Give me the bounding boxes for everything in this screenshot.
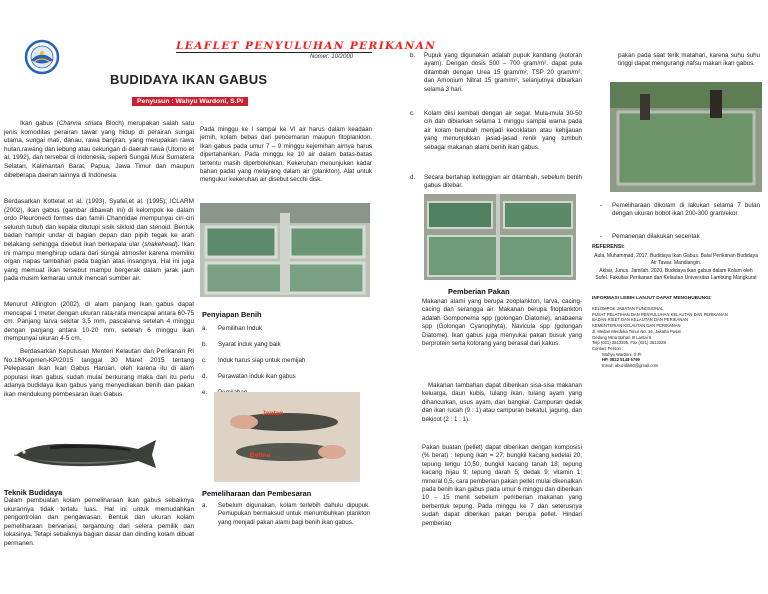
feeding-continuation: pakan pada saat terik matahari, karena suhu suhu tinggi dapat mengurangi nafsu makan ikan gabus. [618,52,760,68]
reference-2: Akbar, Junus. Jamilah. 2020. Budidaya ikan gabus dalam Kolam oleh Sufel. Fakultas Perikanan dan Kelautan Universitas Lambung Mangkurat [595,268,757,281]
bullet-dash: - [600,233,603,240]
intro-paragraph-2: Berdasarkan Kottelat et al. (1993), Syafei,et al. (1995); ICLARM (2002), ikan gabus (gambar dibawah ini) di kelompok ke dalam ordo Pleuronecti formes dan famili Channidae mempunyai ciri-ciri seluruh tubuh dan kepala ditutupi sisik sikloid dan stenoid. Bentuk badan hampir undar di bagian depan dan pipih tegak ke arah belakang sehingga disebut ikan berkepala ular (snakehead). Ikan ini mampu menghirup udara dari sungai atmosfer karena memiliki organ napas tambahan pada bagian atas insangnya. Hal ini juga yang memuat ikan tersebut mampu bergerak dalam jarak jauh pada musim kemarau untuk mencari sumber air. [4,198,195,283]
bullet-dash: - [600,202,603,209]
broodstock-photo [214,392,360,482]
panel-4 [588,0,768,594]
label-male: Jantan [262,410,284,417]
intro-paragraph-3: Menurut Allington (2002), di alam panjang ikan gabus dapat mencapai 1 meter dengan ukuran rata-rata mencapai antara 60-75 cm. Panjang larva sekitar 3,5 mm, pascalarva setelah 4 minggu dengan panjang antara 10-20 mm, setelah 6 minggu ikan mempunyai ukuran 4-5 cm. [4,301,194,343]
rearing-heading: Pemeliharaan dan Pembesaran [202,489,312,498]
panel-2 [196,0,376,594]
pond-photo-1 [200,203,370,297]
list-item: d. Perawatan induk ikan gabus [202,373,296,380]
list-item: b. Syarat induk yang baik [202,341,281,348]
intro-paragraph-1: Ikan gabus (Channa striata Bloch) merupakan salah satu jenis komoditas perairan tawar yang hidup di perairan sungai utama, sungai mati, danau, rawa banjiran, yang merupakan rawa hutan,rawang dan lebung atau cekungan di daerah rawa (Utomo et al, 1992), dan tersebar di Indonesia, seperti Sungai Musi Sumatera Selatan, Kalimantan Barat, Papua, Jawa Timur dan maupun dibeberapa daerah lainnya di Indonesia. [4,120,195,179]
water-quality-text: Pada minggu ke I sampai ke VI air harus dalam keadaan jernih, kolam bebas dari pencemaran maupun fitoplankton. Ikan gabus pada umur 7 – 9 minggu kejernihan airnya harus dipertahankan. Pada minggu ke 10 air dalam batas-batas tertentu masih diperbolehkan. Kekeruhan menunjukan kadar bahan padat yang melayang dalam air (plankton). Alat untuk mengukur kekeruhan air disebut secchi disk. [200,126,372,184]
rearing-item-a: a. Sebelum digunakan, kolam terlebih dahulu dipupuk. Pemupukan bermaksud untuk menumbuhkan plankton yang menjadi pakan alami bagi benih ikan gabus. [202,502,370,526]
list-item: e. [202,389,208,396]
panel-3 [408,0,588,594]
broodstock-photo-svg [214,392,360,482]
pond-photo-2 [424,194,576,280]
bullet-harvest: - Pemanenan dilakukan secentak [600,233,700,240]
feed-heading: Pemberian Pakan [448,287,510,296]
bullet-rearing: - Pemeliharaan dikolam di lakukan selama 7 bulan dengan ukuran bobot ikan 200-300 gram/ekor [600,202,760,218]
reference-1: Aula, Muhammad. 2017. Budidaya Ikan Gabus. Balai Perikanan Budidaya Air Tawar. Mandiangin. [594,253,758,266]
label-female: Betina [250,452,271,459]
contact-block: KELOMPOK JABATAN FUNGSIONAL PUSAT PELATIHAN DAN PENYULUHAN KELAUTAN DAN PERIKANAN BADAN RISET DAN KELAUTAN DAN PERIKANAN KEMENTERIAN KELAUTAN DAN PERIKANAN Jl. Medan Merdeka Timur No. 16, Jakarta Pusat Gedung Mina Bahari III Lantai 6 Telp (021) 3513295, Fax (021) 3513228 Contact Person : Wahyu Wardoni, S.Pi HP. 0822 5148 6799 Email: abuzidik60@gmail.com [592,306,728,369]
feed-paragraph-1: Makanan alami yang berupa zooplankton, larva, cacing-cacing dan serangga air. Makanan berupa fitoplankton adalah Gomponema spp (golongan Diatome), anabaena spp (Golongan Cyanophyta), Navicula spp (golongan Diatome). Ikan gabus juga menyukai pakan busuk yang berprotein serta kotorang yang berasal dari kakus. [422,298,582,348]
seed-heading: Penyiapan Benih [202,310,262,319]
feed-paragraph-3: Pakan buatan (pellet) dapat diberikan dengan komposisi (% berat) : tepung ikan = 27; bungkil kacang kedelai 20; tepung terigu 10,50; bungkil kacang tanah 18; tepung kacang hijau 9; tepung darah 5; dedak 9; vitamin 1; mineral 0,5. cara pemberian pakan pellet mulai dikenalkan pada benih ikan gabus pada umur 6 minggu dan diberikan 10 – 15 menit sebelum pemberian makanan yang berbentuk tepung. Pada minggu ke 7 dan seterusnya sudah dapat diberikan pakan berupa pellet. Hindari pemberian [422,444,582,527]
main-title: BUDIDAYA IKAN GABUS [110,72,268,87]
list-item: a. Pemilihan Induk [202,325,263,332]
fish-pond-photo [610,82,762,192]
step-c: c. Kolam diisi kembali dengan air segar. Mula-mula 30-50 cm dan dibiarkan selama 1 minggu sampai warna pada air kolam berubah menjadi kecoklatan atau kehijauan yang menunjukkan jasad-jasad renik yang tumbuh sebagai makanan alami benih ikan gabus. [410,110,582,151]
references-heading: REFERENSI: [592,244,625,250]
ministry-logo [22,39,62,75]
author-badge: Penyusun : Wahyu Wardoni, S.Pi [132,97,248,106]
feed-paragraph-2: Makanan tambahan dapat diberikan sisa-sisa makanan keluarga, daun kubis, tulang ikan, tulang ayam yang dihancurkan, usus ayam, dan bangkai. Campuran dedak dan ikan rucah (9 : 1) atau campuran bekatul, jagung, dan bekicot (2 : 1 : 1). [422,382,582,423]
panel-1 [0,0,200,594]
snakehead-fish-image [10,434,160,472]
leaflet-title: LEAFLET PENYULUHAN PERIKANAN [176,40,437,52]
intro-paragraph-4: Berdasarkan Keputusan Menteri Kelautan dan Perikanan RI No.18/Kepmen-KP/2015 tanggal 30 Maret 2015 tentang Pelepasan Ikan Ikan Gabus Haruan, oleh karena itu di alam populasi ikan gabus sudah mulai berkurang maka dari itu perlu adanya budidaya ikan gabus yang menyediakan benih dan pakan ikan mendukung pembesaran ikan Gabus. [4,348,194,398]
edition-number: Nomer: 10/2000 [310,54,354,60]
technique-text: Dalam pembuatan kolam pemeliharaan ikan gabus sebaiknya ukurannya tidak terlalu luas. Hal ini untuk memudahkan pengontrolan dan pengawasan. Bentuk dan ukuran kolam pemeliharaan bervariasi, tergantung dari selera pemilik dan lokasinya. Tetapi sebaiknya bagian dasar dan dinding kolam dibuat permanen. [4,497,194,547]
step-d: d. Secara bertahap ketinggian air ditambah, sebelum benih gabus ditebar. [410,174,582,190]
contact-heading: INFORMASI LEBIH LANJUT DAPAT MENGHUBUNGI: [592,296,712,301]
technique-heading: Teknik Budidaya [4,488,63,497]
list-item: c. Induk harus siap untuk memijah [202,357,306,364]
step-b: b. Pupuk yang digunakan adalah pupuk kandang (kotoran ayam). Dengan dosis 500 – 700 gram/m². dapat pula ditambah dengan Urea 15 gram/m², TSP 20 gram/m², dan Amonium Nitrat 15 gram/m², selanjutnya dibiarkan selama 3 hari. [410,52,582,93]
